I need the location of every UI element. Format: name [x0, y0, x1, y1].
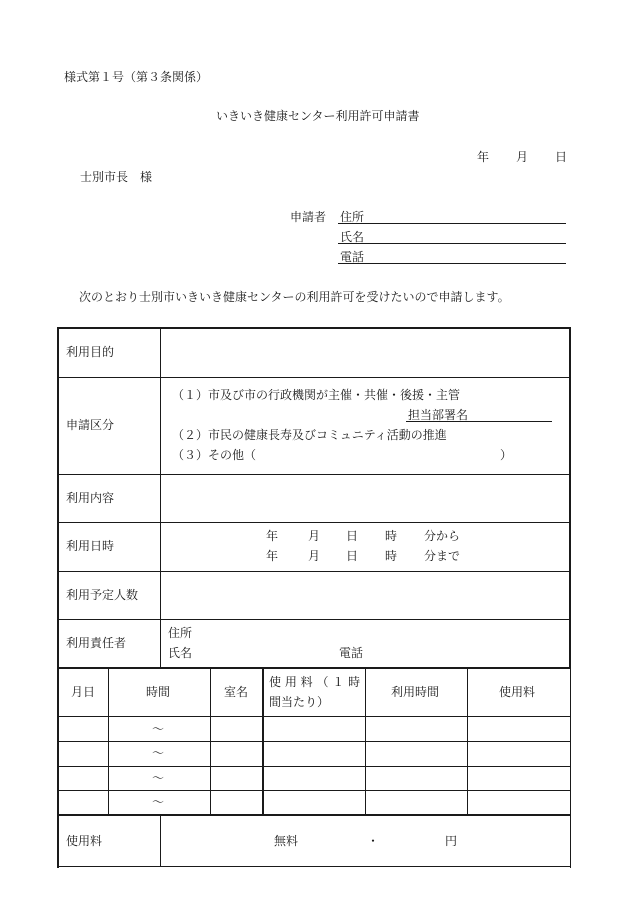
- category-option-3[interactable]: （３）その他（: [172, 448, 257, 462]
- sched-header-fee-hour-line1: 使 用 料 （ １ 時: [269, 675, 361, 689]
- datetime-from-day: 日: [346, 529, 359, 543]
- applicant-name-line[interactable]: [338, 243, 566, 244]
- responsible-phone-label: 電話: [339, 646, 364, 660]
- sched-header-fee-hour-line2: 間当たり）: [269, 695, 330, 709]
- applicant-name-label: 氏名: [340, 230, 365, 244]
- fee-label: 使用料: [66, 834, 103, 848]
- sched-header-time: 時間: [146, 685, 171, 699]
- applicant-label: 申請者: [290, 210, 327, 224]
- department-label: 担当部署名: [408, 408, 469, 422]
- content-label: 利用内容: [66, 491, 115, 505]
- department-line[interactable]: [406, 421, 552, 422]
- purpose-label: 利用目的: [66, 345, 115, 359]
- sched-row-3-tilde: ～: [152, 771, 165, 785]
- fee-separator-dot: ・: [367, 834, 380, 848]
- applicant-phone-line[interactable]: [338, 263, 566, 264]
- datetime-to-month: 月: [308, 549, 321, 563]
- datetime-label: 利用日時: [66, 539, 115, 553]
- category-option-1[interactable]: （１）市及び市の行政機関が主催・共催・後援・主管: [172, 388, 461, 402]
- datetime-to-day: 日: [346, 549, 359, 563]
- fee-yen-label: 円: [445, 834, 458, 848]
- people-label: 利用予定人数: [66, 588, 139, 602]
- datetime-to-year: 年: [266, 549, 279, 563]
- datetime-from-minute: 分から: [424, 529, 461, 543]
- page-title: いきいき健康センター利用許可申請書: [216, 109, 420, 123]
- datetime-to-minute: 分まで: [424, 549, 461, 563]
- category-option-2[interactable]: （２）市民の健康長寿及びコミュニティ活動の推進: [172, 428, 447, 442]
- fee-free-option[interactable]: 無料: [274, 834, 299, 848]
- responsible-label: 利用責任者: [66, 636, 127, 650]
- applicant-address-line[interactable]: [338, 223, 566, 224]
- purpose-field[interactable]: [162, 330, 568, 376]
- category-option-3-close: ）: [500, 448, 513, 462]
- sched-row-4-tilde: ～: [152, 795, 165, 809]
- date-year-label: 年: [477, 150, 490, 164]
- date-day-label: 日: [555, 150, 568, 164]
- date-month-label: 月: [516, 150, 529, 164]
- sched-header-fee: 使用料: [499, 685, 536, 699]
- sched-row-1-tilde: ～: [152, 722, 165, 736]
- sched-header-date: 月日: [71, 685, 96, 699]
- form-number: 様式第１号（第３条関係）: [64, 70, 209, 84]
- applicant-address-label: 住所: [340, 210, 365, 224]
- datetime-from-month: 月: [308, 529, 321, 543]
- sched-header-use-time: 利用時間: [391, 685, 440, 699]
- datetime-to-hour: 時: [385, 549, 398, 563]
- sched-header-room: 室名: [224, 685, 249, 699]
- responsible-address-label: 住所: [168, 626, 193, 640]
- intro-text: 次のとおり士別市いきいき健康センターの利用許可を受けたいので申請します。: [79, 290, 510, 304]
- people-field[interactable]: [162, 573, 568, 618]
- content-field[interactable]: [162, 476, 568, 521]
- category-label: 申請区分: [66, 418, 115, 432]
- datetime-from-hour: 時: [385, 529, 398, 543]
- datetime-from-year: 年: [266, 529, 279, 543]
- applicant-phone-label: 電話: [340, 250, 365, 264]
- sched-row-2-tilde: ～: [152, 746, 165, 760]
- addressee: 士別市長 様: [80, 170, 153, 184]
- responsible-name-label: 氏名: [168, 646, 193, 660]
